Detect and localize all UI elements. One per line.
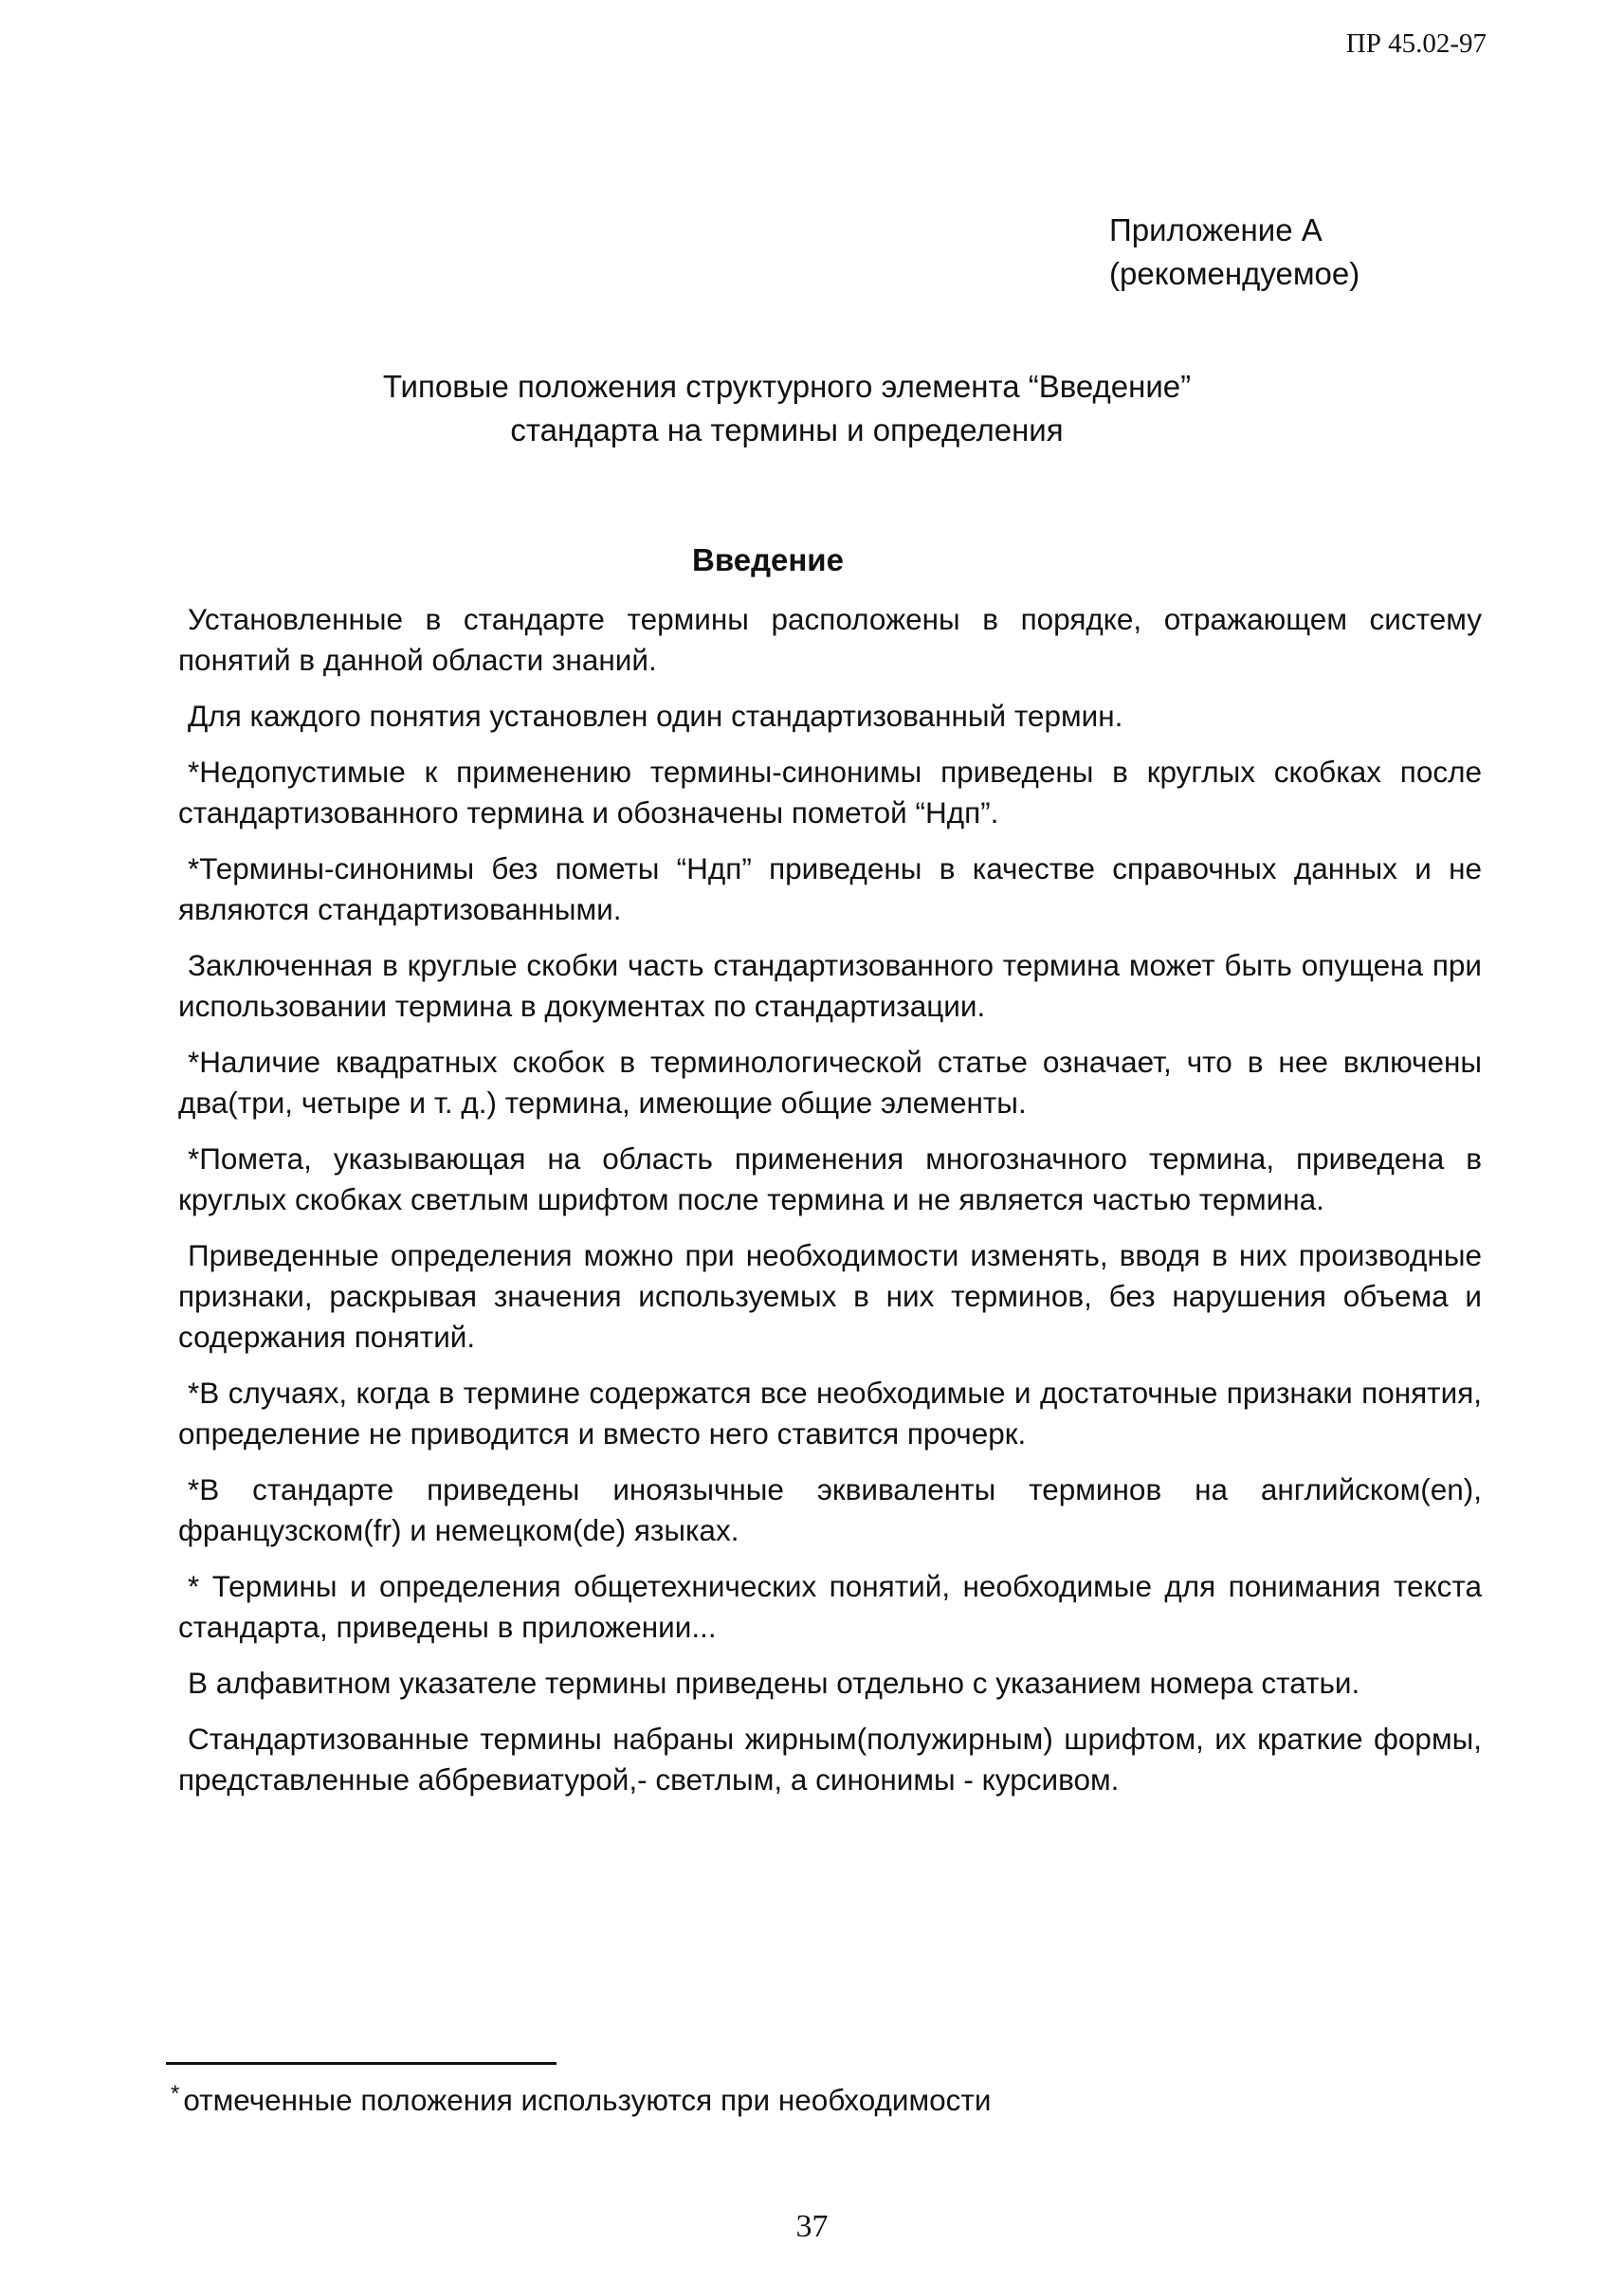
paragraph: *В случаях, когда в термине содержатся все необходимые и достаточные признаки понятия, определение не приводится и вместо него ставится прочерк. [178,1376,1482,1451]
page-title [218,365,1356,452]
paragraph: Приведенные определения можно при необходимости изменять, вводя в них производные признаки, раскрывая значения используемых в них терминов, без нарушения объема и содержания понятий. [178,1238,1482,1354]
appendix-status: (рекомендуемое) [1109,256,1360,291]
footnote-divider [166,2062,557,2065]
document-code: ПР 45.02-97 [1345,28,1487,59]
page-number: 37 [795,2209,829,2244]
paragraph: Установленные в стандарте термины расположены в порядке, отражающем систему понятий в данной области знаний. [178,602,1482,677]
appendix-label [1109,209,1359,296]
paragraph: Заключенная в круглые скобки часть стандартизованного термина может быть опущена при использовании термина в документах по стандартизации. [178,948,1482,1023]
footnote-mark: * [171,2081,180,2107]
title-line-2: стандарта на термины и определения [510,412,1064,447]
paragraph: *Помета, указывающая на область применения многозначного термина, приведена в круглых скобках светлым шрифтом после термина и не является частью термина. [178,1141,1482,1216]
paragraph: *Недопустимые к применению термины-синонимы приведены в круглых скобках после стандартизованного термина и обозначены пометой “Ндп”. [178,755,1482,830]
title-line-1: Типовые положения структурного элемента “Введение” [382,369,1192,404]
paragraph: *Термины-синонимы без пометы “Ндп” приведены в качестве справочных данных и не являются стандартизованными. [178,851,1482,926]
paragraph: *Наличие квадратных скобок в терминологической статье означает, что в нее включены два(три, четыре и т. д.) термина, имеющие общие элементы. [178,1045,1482,1120]
paragraph: Для каждого понятия установлен один стандартизованный термин. [188,699,1123,733]
paragraph: *В стандарте приведены иноязычные эквиваленты терминов на английском(en), французском(fr) и немецком(de) языках. [178,1472,1482,1547]
footnote-text: отмеченные положения используются при необходимости [183,2083,992,2117]
section-heading: Введение [692,542,844,577]
paragraph: Стандартизованные термины набраны жирным(полужирным) шрифтом, их краткие формы, представленные аббревиатурой,- светлым, а синонимы - курсивом. [178,1722,1482,1797]
paragraph: * Термины и определения общетехнических понятий, необходимые для понимания текста стандарта, приведены в приложении... [178,1569,1482,1644]
paragraph: В алфавитном указателе термины приведены отдельно с указанием номера статьи. [188,1666,1360,1700]
appendix-title: Приложение А [1109,212,1323,247]
body-text [178,599,1482,1816]
footnote [171,2081,991,2118]
